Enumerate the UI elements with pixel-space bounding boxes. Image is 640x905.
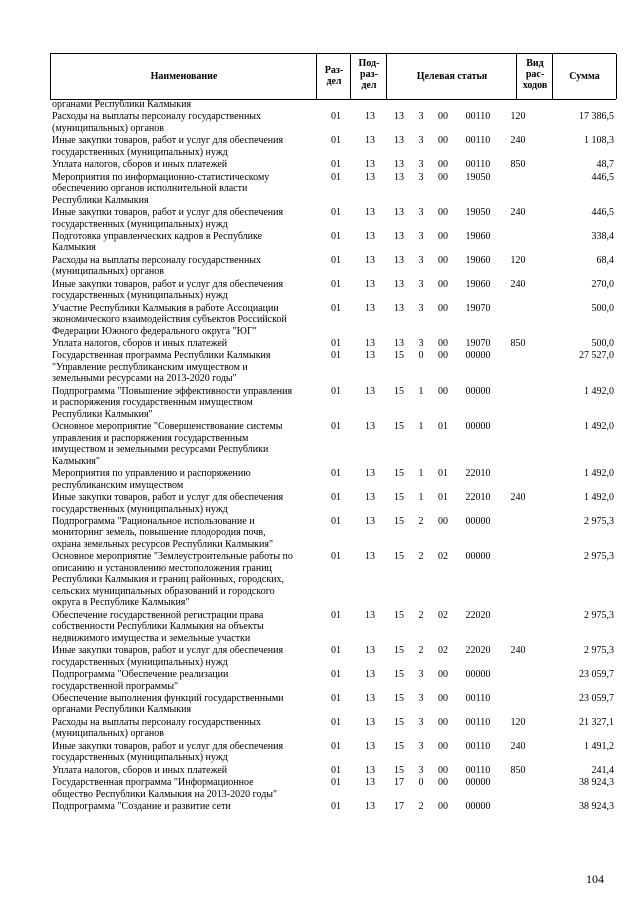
header-razdel-line1: Раз- [324, 65, 344, 76]
row-cell-d: 00000 [465, 385, 491, 397]
row-name: Уплата налогов, сборов и иных платежей [52, 159, 228, 171]
row-cell-d: 00000 [465, 800, 491, 812]
table-row [0, 207, 640, 230]
row-name: Уплата налогов, сборов и иных платежей [52, 338, 228, 349]
row-cell-v: 120 [510, 111, 526, 123]
header-vid-line1: Вид [526, 58, 544, 69]
row-name: Подготовка управленческих кадров в Республике Калмыкия [52, 230, 263, 254]
row-cell-a: 15 [394, 350, 404, 362]
row-cell-r: 01 [331, 468, 341, 480]
table-row [0, 421, 640, 467]
row-cell-d: 00110 [465, 740, 491, 752]
row-cell-b: 2 [418, 551, 424, 563]
row-cell-c: 01 [438, 492, 448, 503]
row-cell-r: 01 [331, 692, 341, 704]
row-cell-p: 13 [365, 716, 375, 728]
header-podrazdel-line2: раз- [360, 69, 378, 80]
row-cell-r: 01 [331, 207, 341, 218]
table-row [0, 111, 640, 134]
table-row [0, 645, 640, 668]
row-cell-v: 850 [510, 764, 526, 776]
row-cell-b: 3 [418, 135, 424, 147]
row-cell-c: 00 [438, 171, 448, 183]
row-cell-a: 13 [394, 278, 404, 290]
table-row [0, 492, 640, 515]
row-cell-p: 13 [365, 230, 375, 242]
row-cell-a: 13 [394, 254, 404, 266]
row-cell-b: 3 [418, 278, 424, 290]
table-row [0, 610, 640, 645]
row-name: Основное мероприятие "Совершенствование системы управления и распоряжения государственным имуществом и земельными ресурсами Республики Калмыкия" [52, 421, 283, 467]
table-row [0, 231, 640, 254]
row-cell-r: 01 [331, 777, 341, 788]
row-sum: 38 924,3 [579, 800, 614, 812]
row-cell-a: 13 [394, 111, 404, 123]
table-row [0, 777, 640, 800]
row-sum: 2 975,3 [584, 609, 614, 621]
row-cell-b: 3 [418, 716, 424, 728]
row-cell-d: 00000 [465, 669, 491, 680]
row-cell-a: 17 [394, 777, 404, 788]
row-cell-c: 01 [438, 468, 448, 480]
row-cell-a: 15 [394, 609, 404, 621]
row-cell-b: 3 [418, 171, 424, 183]
row-cell-p: 13 [365, 645, 375, 657]
row-sum: 446,5 [591, 171, 614, 183]
row-cell-v: 850 [510, 159, 526, 171]
row-cell-a: 15 [394, 692, 404, 704]
row-name: Обеспечение государственной регистрации права собственности Республики Калмыкия на объекты недвижимого имущества и земельные участки [52, 609, 264, 644]
row-cell-c: 02 [438, 551, 448, 563]
row-cell-p: 13 [365, 764, 375, 776]
row-sum: 23 059,7 [579, 692, 614, 704]
row-cell-d: 00110 [465, 159, 491, 171]
table-row [0, 669, 640, 692]
row-cell-r: 01 [331, 515, 341, 527]
row-name: Государственная программа "Информационное общество Республики Калмыкия на 2013-2020 годы" [52, 777, 278, 800]
row-name: Подпрограмма "Повышение эффективности управления и распоряжения государственным имуществом Республики Калмыкия" [52, 385, 293, 420]
row-cell-v: 240 [510, 740, 526, 752]
row-cell-p: 13 [365, 159, 375, 171]
row-name: Расходы на выплаты персоналу государственных (муниципальных) органов [52, 254, 262, 278]
row-cell-r: 01 [331, 740, 341, 752]
row-sum: 21 327,1 [579, 716, 614, 728]
table-row [0, 386, 640, 421]
row-cell-b: 1 [418, 385, 424, 397]
row-cell-r: 01 [331, 338, 341, 349]
row-sum: 1 491,2 [584, 740, 614, 752]
row-cell-d: 22020 [465, 609, 491, 621]
row-cell-a: 15 [394, 551, 404, 563]
row-sum: 1 492,0 [584, 385, 614, 397]
row-name: Расходы на выплаты персоналу государственных (муниципальных) органов [52, 716, 262, 740]
row-cell-a: 15 [394, 421, 404, 433]
row-cell-d: 19070 [465, 302, 491, 314]
row-cell-c: 00 [438, 740, 448, 752]
row-cell-r: 01 [331, 716, 341, 728]
row-cell-r: 01 [331, 111, 341, 123]
row-sum: 23 059,7 [579, 669, 614, 680]
row-sum: 500,0 [591, 338, 614, 349]
row-cell-c: 00 [438, 207, 448, 218]
row-name: Подпрограмма "Рациональное использование и мониторинг земель, повышение плодородия почв, охрана земельных ресурсов Республики Калмыкия" [52, 515, 274, 550]
row-name: Иные закупки товаров, работ и услуг для обеспечения государственных (муниципальных) нужд [52, 492, 284, 515]
row-name: Мероприятия по управлению и распоряжению республиканским имуществом [52, 468, 251, 491]
row-cell-d: 00110 [465, 111, 491, 123]
row-cell-p: 13 [365, 468, 375, 480]
table-row [0, 468, 640, 491]
row-sum: 270,0 [591, 278, 614, 290]
row-cell-p: 13 [365, 515, 375, 527]
row-sum: 500,0 [591, 302, 614, 314]
row-cell-d: 19050 [465, 171, 491, 183]
row-name: Обеспечение выполнения функций государственными органами Республики Калмыкия [52, 692, 284, 716]
row-cell-b: 3 [418, 338, 424, 349]
row-sum: 1 492,0 [584, 492, 614, 503]
row-cell-r: 01 [331, 171, 341, 183]
table-row [0, 551, 640, 609]
row-sum: 2 975,3 [584, 645, 614, 657]
page-number: 104 [586, 872, 604, 886]
row-cell-a: 17 [394, 800, 404, 812]
row-cell-d: 00110 [465, 692, 491, 704]
row-cell-r: 01 [331, 350, 341, 362]
row-cell-p: 13 [365, 302, 375, 314]
header-podrazdel-line1: Под- [358, 58, 380, 69]
table-row [0, 159, 640, 171]
row-cell-d: 19060 [465, 230, 491, 242]
row-cell-p: 13 [365, 777, 375, 788]
row-cell-a: 13 [394, 338, 404, 349]
row-cell-c: 00 [438, 669, 448, 680]
row-name: Иные закупки товаров, работ и услуг для обеспечения государственных (муниципальных) нужд [52, 278, 284, 302]
row-cell-b: 1 [418, 421, 424, 433]
row-cell-c: 00 [438, 302, 448, 314]
row-cell-d: 19050 [465, 207, 491, 218]
row-sum: 38 924,3 [579, 777, 614, 788]
header-target-label: Целевая статья [416, 71, 488, 82]
row-cell-d: 19060 [465, 278, 491, 290]
table-row [0, 801, 640, 813]
header-podrazdel-line3: дел [361, 80, 377, 91]
row-cell-b: 3 [418, 230, 424, 242]
row-cell-v: 240 [510, 135, 526, 147]
row-cell-r: 01 [331, 302, 341, 314]
row-cell-b: 3 [418, 111, 424, 123]
row-name: Подпрограмма "Создание и развитие сети [52, 800, 231, 812]
row-cell-b: 3 [418, 207, 424, 218]
row-cell-a: 15 [394, 492, 404, 503]
table-row [0, 693, 640, 716]
row-sum: 17 386,5 [579, 111, 614, 123]
row-name: органами Республики Калмыкия [52, 99, 192, 110]
table-row [0, 279, 640, 302]
row-cell-v: 120 [510, 716, 526, 728]
row-sum: 338,4 [591, 230, 614, 242]
header-sum [552, 54, 617, 99]
row-cell-d: 00110 [465, 716, 491, 728]
row-sum: 446,5 [591, 207, 614, 218]
row-cell-a: 15 [394, 468, 404, 480]
row-cell-b: 3 [418, 669, 424, 680]
row-cell-b: 0 [418, 777, 424, 788]
row-cell-a: 15 [394, 515, 404, 527]
table-row [0, 172, 640, 207]
row-sum: 48,7 [596, 159, 614, 171]
header-vid [516, 54, 553, 99]
row-cell-p: 13 [365, 421, 375, 433]
row-cell-b: 2 [418, 645, 424, 657]
table-row [0, 303, 640, 338]
row-cell-d: 22010 [465, 492, 491, 503]
row-name: Мероприятия по информационно-статистическому обеспечению органов исполнительной власти Республики Калмыкия [52, 171, 270, 206]
header-name-label: Наименование [150, 71, 218, 82]
table-row [0, 350, 640, 385]
row-cell-a: 13 [394, 302, 404, 314]
row-cell-p: 13 [365, 609, 375, 621]
row-cell-v: 240 [510, 492, 526, 503]
row-cell-c: 02 [438, 609, 448, 621]
row-cell-b: 2 [418, 515, 424, 527]
row-cell-a: 15 [394, 645, 404, 657]
row-cell-v: 240 [510, 278, 526, 290]
row-cell-v: 850 [510, 338, 526, 349]
row-cell-c: 00 [438, 716, 448, 728]
row-name: Подпрограмма "Обеспечение реализации государственной программы" [52, 669, 229, 692]
row-cell-r: 01 [331, 764, 341, 776]
row-name: Иные закупки товаров, работ и услуг для обеспечения государственных (муниципальных) нужд [52, 207, 284, 230]
header-razdel-line2: дел [326, 76, 342, 87]
table-row [0, 717, 640, 740]
row-cell-p: 13 [365, 207, 375, 218]
row-cell-r: 01 [331, 230, 341, 242]
table-row [0, 135, 640, 158]
table-row [0, 765, 640, 777]
row-cell-p: 13 [365, 800, 375, 812]
row-cell-a: 13 [394, 171, 404, 183]
row-cell-d: 00110 [465, 135, 491, 147]
row-cell-p: 13 [365, 692, 375, 704]
row-name: Участие Республики Калмыкия в работе Ассоциации экономического взаимодействия субъектов Российской Федерации Южного федерального округа "ЮГ" [52, 302, 287, 337]
row-cell-r: 01 [331, 254, 341, 266]
row-cell-d: 00000 [465, 421, 491, 433]
row-cell-r: 01 [331, 609, 341, 621]
row-cell-p: 13 [365, 135, 375, 147]
row-cell-d: 19060 [465, 254, 491, 266]
row-cell-d: 22010 [465, 468, 491, 480]
table-row [0, 99, 640, 111]
row-cell-b: 3 [418, 302, 424, 314]
header-razdel [316, 54, 351, 99]
row-cell-v: 120 [510, 254, 526, 266]
row-cell-p: 13 [365, 278, 375, 290]
row-cell-c: 00 [438, 800, 448, 812]
row-cell-c: 00 [438, 254, 448, 266]
row-cell-p: 13 [365, 171, 375, 183]
row-cell-b: 0 [418, 350, 424, 362]
row-name: Расходы на выплаты персоналу государственных (муниципальных) органов [52, 111, 262, 134]
row-cell-c: 00 [438, 777, 448, 788]
row-sum: 2 975,3 [584, 551, 614, 563]
row-sum: 68,4 [596, 254, 614, 266]
row-sum: 1 108,3 [584, 135, 614, 147]
row-name: Иные закупки товаров, работ и услуг для обеспечения государственных (муниципальных) нужд [52, 135, 284, 158]
table-row [0, 255, 640, 278]
row-cell-a: 13 [394, 230, 404, 242]
row-cell-r: 01 [331, 135, 341, 147]
row-cell-p: 13 [365, 385, 375, 397]
row-cell-r: 01 [331, 800, 341, 812]
row-name: Уплата налогов, сборов и иных платежей [52, 764, 228, 776]
row-cell-p: 13 [365, 492, 375, 503]
row-cell-c: 00 [438, 135, 448, 147]
row-cell-r: 01 [331, 645, 341, 657]
row-cell-b: 2 [418, 609, 424, 621]
row-cell-c: 00 [438, 385, 448, 397]
row-cell-c: 00 [438, 338, 448, 349]
row-cell-c: 01 [438, 421, 448, 433]
row-cell-r: 01 [331, 159, 341, 171]
row-cell-b: 3 [418, 159, 424, 171]
row-cell-r: 01 [331, 492, 341, 503]
row-cell-p: 13 [365, 111, 375, 123]
row-cell-p: 13 [365, 254, 375, 266]
row-cell-p: 13 [365, 350, 375, 362]
row-sum: 1 492,0 [584, 421, 614, 433]
row-cell-r: 01 [331, 669, 341, 680]
row-cell-a: 13 [394, 207, 404, 218]
table-row [0, 338, 640, 350]
row-cell-b: 1 [418, 468, 424, 480]
row-name: Основное мероприятие "Землеустроительные работы по описанию и установлению местоположения границ Республики Калмыкия и границ районных, городских, сельских муниципальных образований и городского округа в Республике Калмыкия" [52, 551, 293, 609]
row-cell-r: 01 [331, 385, 341, 397]
row-cell-a: 15 [394, 740, 404, 752]
row-name: Иные закупки товаров, работ и услуг для обеспечения государственных (муниципальных) нужд [52, 740, 284, 764]
row-cell-d: 00000 [465, 350, 491, 362]
header-sum-label: Сумма [569, 71, 600, 82]
row-cell-r: 01 [331, 278, 341, 290]
row-cell-b: 3 [418, 764, 424, 776]
row-cell-r: 01 [331, 551, 341, 563]
row-name: Иные закупки товаров, работ и услуг для обеспечения государственных (муниципальных) нужд [52, 645, 284, 668]
row-cell-c: 00 [438, 515, 448, 527]
row-cell-b: 3 [418, 254, 424, 266]
row-cell-c: 00 [438, 111, 448, 123]
row-cell-c: 00 [438, 230, 448, 242]
row-cell-d: 00000 [465, 515, 491, 527]
table-row [0, 516, 640, 551]
row-cell-a: 15 [394, 385, 404, 397]
row-cell-d: 00110 [465, 764, 491, 776]
row-cell-a: 15 [394, 669, 404, 680]
row-cell-c: 00 [438, 692, 448, 704]
row-cell-c: 00 [438, 159, 448, 171]
row-cell-r: 01 [331, 421, 341, 433]
header-target [386, 54, 517, 99]
row-cell-d: 00000 [465, 777, 491, 788]
row-cell-b: 2 [418, 800, 424, 812]
row-cell-c: 00 [438, 764, 448, 776]
row-cell-c: 00 [438, 278, 448, 290]
header-name [50, 54, 317, 99]
row-cell-c: 02 [438, 645, 448, 657]
row-cell-a: 13 [394, 135, 404, 147]
table-row [0, 741, 640, 764]
row-cell-v: 240 [510, 645, 526, 657]
row-cell-a: 13 [394, 159, 404, 171]
row-cell-c: 00 [438, 350, 448, 362]
row-cell-b: 1 [418, 492, 424, 503]
row-cell-b: 3 [418, 692, 424, 704]
row-cell-v: 240 [510, 207, 526, 218]
row-sum: 1 492,0 [584, 468, 614, 480]
header-vid-line2: рас- [525, 69, 545, 80]
row-cell-b: 3 [418, 740, 424, 752]
row-cell-d: 22020 [465, 645, 491, 657]
row-cell-p: 13 [365, 740, 375, 752]
row-cell-p: 13 [365, 338, 375, 349]
row-cell-p: 13 [365, 669, 375, 680]
row-cell-a: 15 [394, 716, 404, 728]
row-cell-a: 15 [394, 764, 404, 776]
row-cell-p: 13 [365, 551, 375, 563]
row-name: Государственная программа Республики Калмыкия "Управление республиканским имуществом и земельными ресурсами на 2013-2020 годы" [52, 350, 271, 385]
row-cell-d: 19070 [465, 338, 491, 349]
row-sum: 2 975,3 [584, 515, 614, 527]
header-podrazdel [350, 54, 387, 99]
table-header [50, 53, 616, 100]
row-sum: 27 527,0 [579, 350, 614, 362]
header-vid-line3: ходов [522, 80, 548, 91]
row-cell-d: 00000 [465, 551, 491, 563]
row-sum: 241,4 [591, 764, 614, 776]
